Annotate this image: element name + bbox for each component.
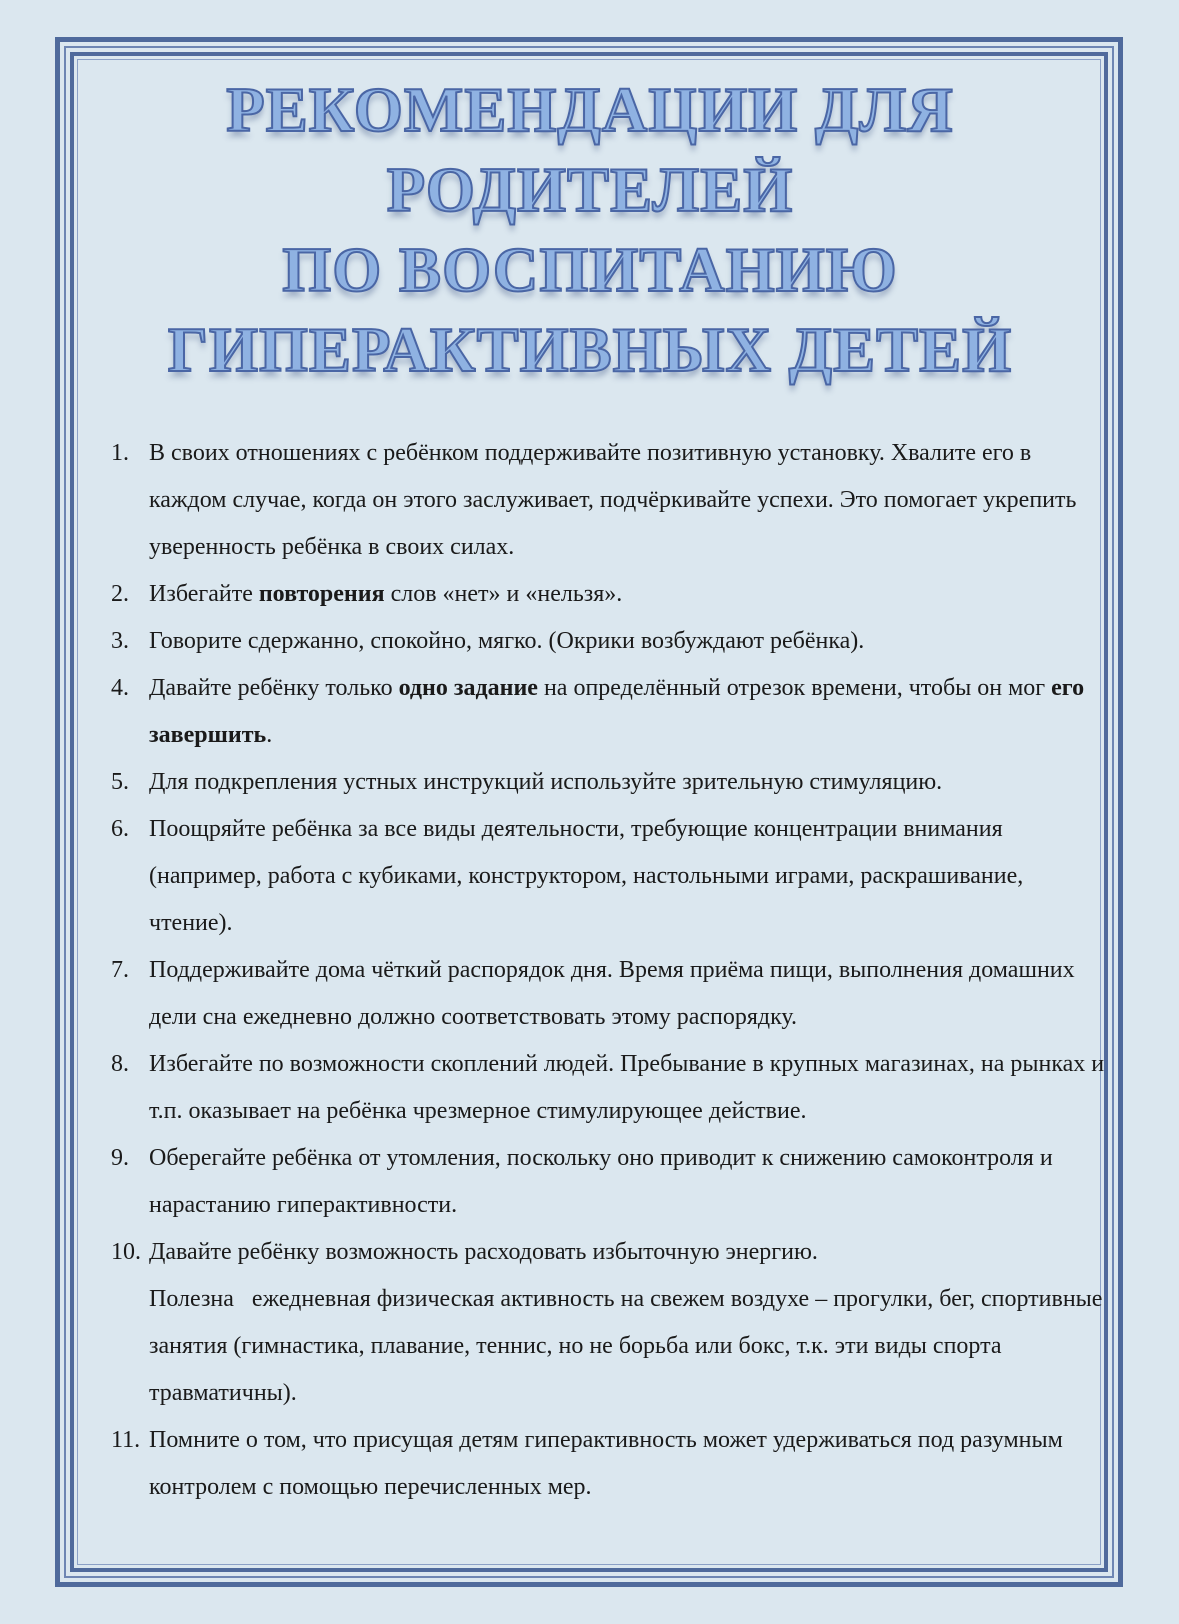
item-emphasis: одно задание bbox=[398, 675, 538, 701]
item-text: Говорите сдержанно, спокойно, мягко. (Окрики возбуждают ребёнка). bbox=[149, 628, 865, 654]
recommendation-item bbox=[108, 1229, 1108, 1417]
item-text: Для подкрепления устных инструкций используйте зрительную стимуляцию. bbox=[149, 769, 943, 795]
item-number: 4. bbox=[111, 675, 129, 701]
item-number: 1. bbox=[111, 440, 129, 466]
item-text: Полезна ежедневная физическая активность на свежем воздухе – прогулки, бег, спортивные занятия (гимнастика, плавание, теннис, но не борьба или бокс, т.к. эти виды спорта травматичны). bbox=[149, 1286, 1109, 1406]
item-text: . bbox=[266, 722, 273, 748]
recommendation-item bbox=[108, 1417, 1108, 1511]
recommendation-item bbox=[108, 1135, 1108, 1229]
item-text: Давайте ребёнку возможность расходовать избыточную энергию. bbox=[149, 1239, 818, 1265]
recommendation-item bbox=[108, 759, 1108, 806]
item-number: 7. bbox=[111, 957, 129, 983]
item-text: Избегайте по возможности скоплений людей. Пребывание в крупных магазинах, на рынках и т.п. оказывает на ребёнка чрезмерное стимулирующее действие. bbox=[149, 1051, 1105, 1124]
item-emphasis: повторения bbox=[258, 581, 385, 607]
title-line-1: РЕКОМЕНДАЦИИ ДЛЯ РОДИТЕЛЕЙ bbox=[226, 75, 954, 225]
item-number: 2. bbox=[111, 581, 129, 607]
item-text: Поощряйте ребёнка за все виды деятельности, требующие концентрации внимания (например, работа с кубиками, конструктором, настольными играми, раскрашивание, чтение). bbox=[149, 816, 1024, 936]
item-text: Помните о том, что присущая детям гиперактивность может удерживаться под разумным контролем с помощью перечисленных мер. bbox=[149, 1427, 1063, 1500]
item-number: 10. bbox=[111, 1239, 141, 1265]
item-text: Избегайте bbox=[149, 581, 259, 607]
recommendation-item bbox=[108, 1041, 1108, 1135]
recommendation-item bbox=[108, 618, 1108, 665]
item-text: В своих отношениях с ребёнком поддерживайте позитивную установку. Хвалите его в каждом случае, когда он этого заслуживает, подчёркивайте успехи. Это помогает укрепить уверенность ребёнка в своих силах. bbox=[149, 440, 1077, 560]
recommendation-item bbox=[108, 947, 1108, 1041]
item-text: слов «нет» и «нельзя». bbox=[384, 581, 623, 607]
recommendations-list bbox=[108, 430, 1108, 1511]
item-text: Давайте ребёнку только bbox=[149, 675, 399, 701]
item-number: 9. bbox=[111, 1145, 129, 1171]
title-line-3: ГИПЕРАКТИВНЫХ ДЕТЕЙ bbox=[167, 315, 1013, 385]
item-text: на определённый отрезок времени, чтобы он мог bbox=[537, 675, 1052, 701]
item-text: Поддерживайте дома чёткий распорядок дня. Время приёма пищи, выполнения домашних дели сна ежедневно должно соответствовать этому распорядку. bbox=[149, 957, 1075, 1030]
item-number: 6. bbox=[111, 816, 129, 842]
title-line-2: ПО ВОСПИТАНИЮ bbox=[282, 235, 898, 305]
recommendation-item bbox=[108, 665, 1108, 759]
recommendation-item bbox=[108, 571, 1108, 618]
item-number: 11. bbox=[111, 1427, 141, 1453]
recommendation-item bbox=[108, 430, 1108, 571]
item-emphasis: его завершить bbox=[149, 675, 1085, 748]
recommendation-item bbox=[108, 806, 1108, 947]
item-number: 5. bbox=[111, 769, 129, 795]
item-number: 3. bbox=[111, 628, 129, 654]
page-title bbox=[60, 70, 1120, 390]
item-text: Оберегайте ребёнка от утомления, поскольку оно приводит к снижению самоконтроля и нарастанию гиперактивности. bbox=[149, 1145, 1053, 1218]
item-number: 8. bbox=[111, 1051, 129, 1077]
